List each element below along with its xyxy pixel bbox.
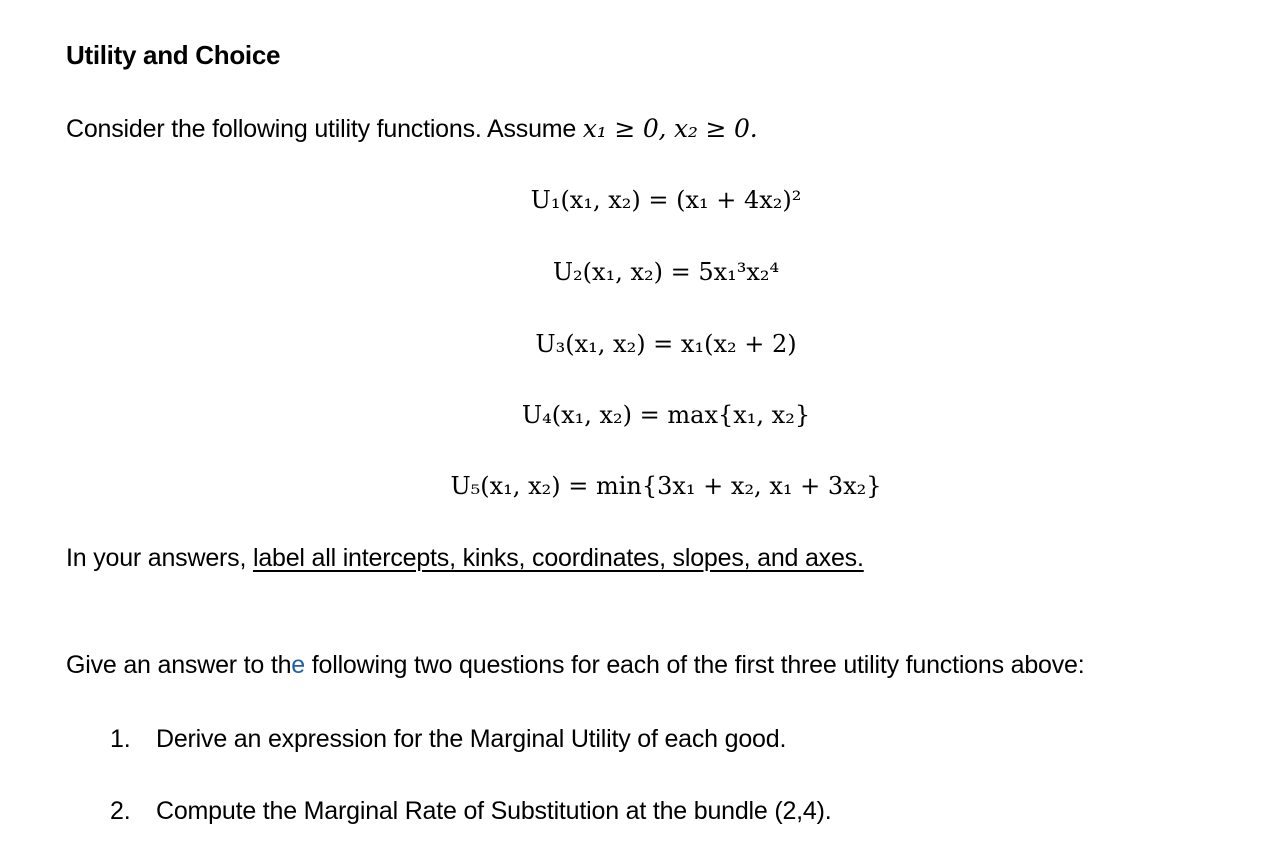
utility-equation-1: U₁(x₁, x₂) = (x₁ + 4x₂)² bbox=[530, 186, 802, 214]
text-cursor-highlight: e bbox=[291, 651, 306, 679]
utility-equation-3: U₃(x₁, x₂) = x₁(x₂ + 2) bbox=[535, 330, 797, 358]
question-text: Compute the Marginal Rate of Substitution at the bundle (2,4). bbox=[156, 797, 832, 825]
question-item-1 bbox=[110, 725, 786, 754]
questions-prompt bbox=[66, 651, 1085, 680]
utility-equation-5: U₅(x₁, x₂) = min{3x₁ + x₂, x₁ + 3x₂} bbox=[450, 472, 882, 500]
prompt-after: following two questions for each of the first three utility functions above: bbox=[305, 651, 1085, 679]
intro-paragraph bbox=[66, 114, 757, 144]
prompt-before: Give an answer to th bbox=[66, 651, 292, 679]
instruction-underlined: label all intercepts, kinks, coordinates, slopes, and axes. bbox=[252, 544, 864, 572]
document-heading: Utility and Choice bbox=[66, 40, 281, 70]
question-text: Derive an expression for the Marginal Utility of each good. bbox=[156, 725, 787, 753]
intro-condition: x₁ ≥ 0, x₂ ≥ 0. bbox=[582, 114, 758, 143]
instruction-paragraph bbox=[66, 544, 864, 573]
instruction-prefix: In your answers, bbox=[66, 544, 253, 572]
question-number: 1. bbox=[110, 725, 131, 753]
utility-equation-4: U₄(x₁, x₂) = max{x₁, x₂} bbox=[521, 401, 811, 429]
intro-text: Consider the following utility functions. Assume bbox=[66, 115, 583, 143]
question-number: 2. bbox=[110, 797, 131, 825]
question-item-2 bbox=[110, 797, 832, 826]
utility-equation-2: U₂(x₁, x₂) = 5x₁³x₂⁴ bbox=[552, 258, 780, 286]
